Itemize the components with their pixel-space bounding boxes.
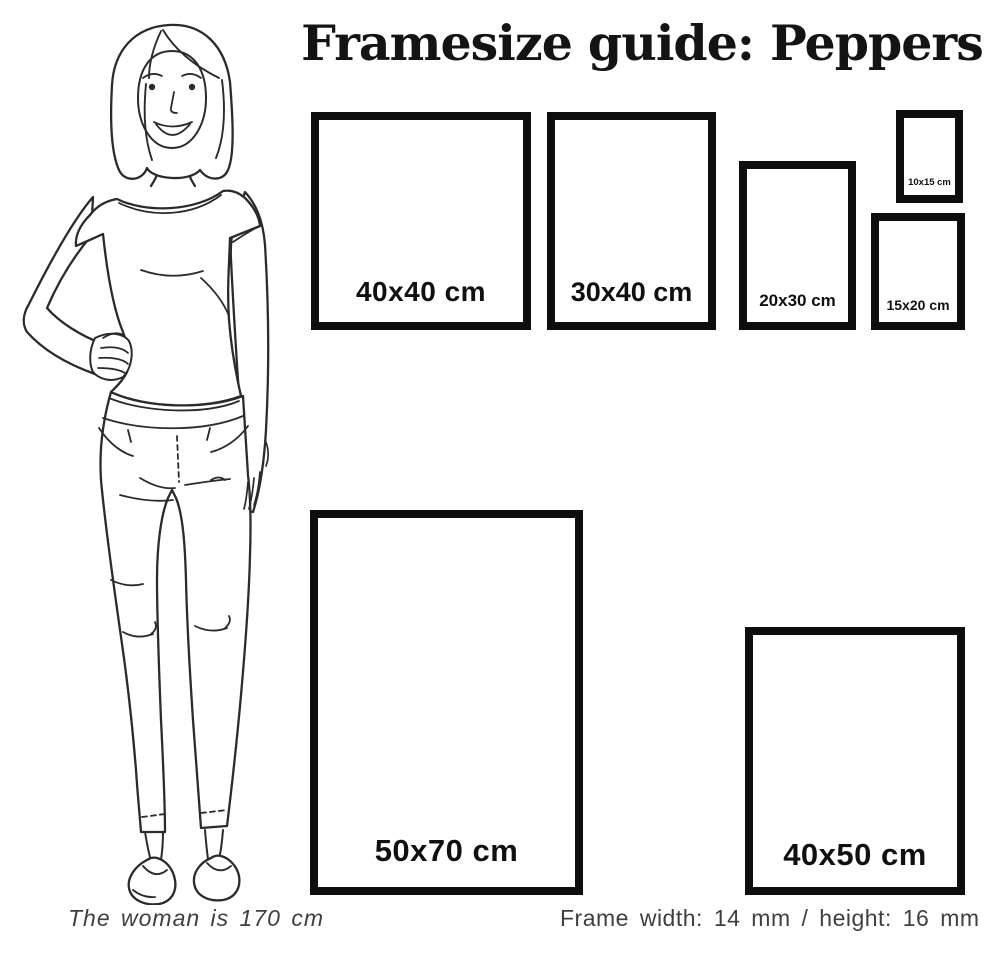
- frame-size-label: 40x50 cm: [783, 837, 927, 872]
- woman-jeans: [100, 392, 250, 832]
- woman-height-note: The woman is 170 cm: [68, 905, 324, 931]
- frame-30x40: [547, 112, 716, 330]
- frame-size-label: 10x15 cm: [908, 177, 951, 188]
- frame-size-label: 40x40 cm: [355, 276, 487, 307]
- frame-size-label: 50x70 cm: [374, 833, 519, 868]
- frame-50x70: [310, 510, 583, 895]
- woman-shoes: [129, 856, 240, 905]
- frame-size-label: 20x30 cm: [759, 291, 836, 310]
- frame-size-label: 30x40 cm: [570, 277, 693, 307]
- woman-left-hand: [90, 333, 131, 380]
- frame-40x50: [745, 627, 965, 895]
- frame-20x30: [739, 161, 856, 330]
- frame-spec-note: Frame width: 14 mm / height: 16 mm: [560, 905, 980, 931]
- frame-15x20: [871, 213, 965, 330]
- frame-size-label: 15x20 cm: [886, 297, 950, 313]
- frame-10x15: [896, 110, 963, 203]
- woman-illustration: [15, 20, 295, 905]
- woman-ankles: [145, 830, 223, 861]
- frame-40x40: [311, 112, 531, 330]
- page-title: Framesize guide: Peppers: [301, 14, 983, 72]
